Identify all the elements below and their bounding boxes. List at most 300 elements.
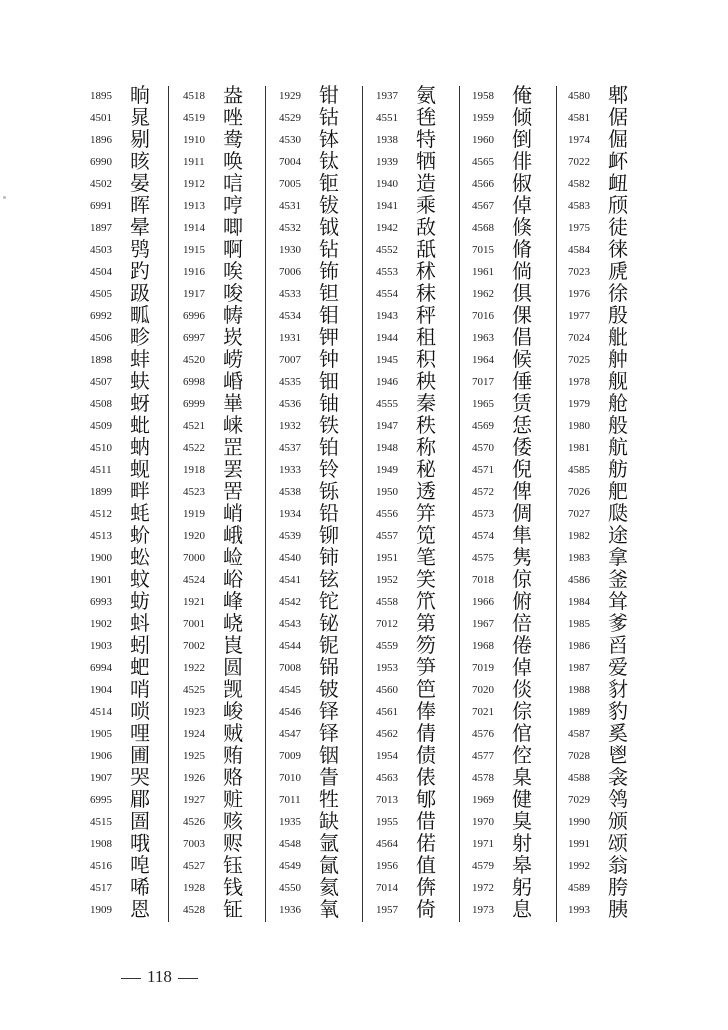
entry-code: 1987 (568, 662, 590, 674)
entry-code: 4538 (279, 486, 301, 498)
entry-code: 4536 (279, 398, 301, 410)
entry-code: 7020 (472, 684, 494, 696)
entry-character: 倏 (512, 215, 532, 239)
entry-character: 崄 (223, 545, 243, 569)
entry-character: 隼 (512, 523, 532, 547)
entry-character: 郿 (130, 787, 150, 811)
entry-character: 钵 (319, 127, 339, 151)
entry-character: 铅 (319, 501, 339, 525)
dictionary-entry (90, 568, 186, 590)
entry-code: 4542 (279, 596, 301, 608)
entry-character: 笔 (416, 545, 436, 569)
dictionary-entry (376, 832, 472, 854)
entry-character: 峣 (223, 611, 243, 635)
column-divider-1 (168, 86, 169, 922)
entry-code: 6994 (90, 662, 112, 674)
dictionary-entry (376, 304, 472, 326)
entry-character: 畔 (130, 479, 150, 503)
entry-code: 4570 (472, 442, 494, 454)
dictionary-entry (376, 700, 472, 722)
entry-character: 蚣 (130, 545, 150, 569)
dictionary-entry (279, 106, 375, 128)
entry-character: 铎 (319, 699, 339, 723)
dictionary-entry (90, 282, 186, 304)
entry-code: 4577 (472, 750, 494, 762)
dictionary-entry (376, 150, 472, 172)
entry-code: 4540 (279, 552, 301, 564)
entry-code: 1977 (568, 310, 590, 322)
dictionary-entry (90, 502, 186, 524)
entry-character: 笕 (416, 523, 436, 547)
dictionary-entry (376, 524, 472, 546)
entry-character: 罢 (223, 457, 243, 481)
entry-code: 1907 (90, 772, 112, 784)
entry-code: 1910 (183, 134, 205, 146)
entry-character: 射 (512, 831, 532, 855)
entry-code: 4528 (183, 904, 205, 916)
entry-code: 7028 (568, 750, 590, 762)
dictionary-entry (472, 282, 568, 304)
entry-code: 4561 (376, 706, 398, 718)
entry-character: 倴 (416, 875, 436, 899)
entry-character: 圆 (223, 655, 243, 679)
entry-character: 峪 (223, 567, 243, 591)
dictionary-entry (90, 194, 186, 216)
entry-code: 4581 (568, 112, 590, 124)
entry-code: 1940 (376, 178, 398, 190)
dictionary-entry (279, 282, 375, 304)
entry-code: 4507 (90, 376, 112, 388)
dictionary-entry (472, 326, 568, 348)
entry-code: 4512 (90, 508, 112, 520)
dictionary-entry (376, 238, 472, 260)
entry-character: 晌 (130, 83, 150, 107)
dictionary-entry (472, 392, 568, 414)
entry-character: 唏 (130, 875, 150, 899)
entry-character: 蚧 (130, 523, 150, 547)
entry-code: 1899 (90, 486, 112, 498)
entry-character: 哩 (130, 721, 150, 745)
entry-character: 铞 (319, 655, 339, 679)
dictionary-entry (376, 810, 472, 832)
entry-character: 耸 (608, 589, 628, 613)
dictionary-entry (376, 546, 472, 568)
entry-code: 1905 (90, 728, 112, 740)
entry-code: 4518 (183, 90, 205, 102)
dictionary-entry (279, 194, 375, 216)
entry-character: 晐 (130, 149, 150, 173)
dictionary-entry (376, 414, 472, 436)
entry-code: 4531 (279, 200, 301, 212)
entry-character: 蚝 (130, 501, 150, 525)
dictionary-entry (568, 502, 664, 524)
entry-code: 1933 (279, 464, 301, 476)
dictionary-entry (279, 150, 375, 172)
entry-code: 7018 (472, 574, 494, 586)
entry-character: 舫 (608, 457, 628, 481)
entry-character: 钽 (319, 281, 339, 305)
entry-code: 1925 (183, 750, 205, 762)
entry-code: 4504 (90, 266, 112, 278)
dictionary-entry (279, 128, 375, 150)
entry-code: 4576 (472, 728, 494, 740)
entry-character: 赆 (223, 831, 243, 855)
dictionary-entry (376, 172, 472, 194)
entry-code: 7009 (279, 750, 301, 762)
entry-code: 1962 (472, 288, 494, 300)
entry-character: 铌 (319, 633, 339, 657)
dictionary-entry (90, 612, 186, 634)
entry-character: 铀 (319, 391, 339, 415)
entry-code: 1955 (376, 816, 398, 828)
dictionary-entry (568, 216, 664, 238)
entry-character: 唉 (223, 259, 243, 283)
entry-code: 1922 (183, 662, 205, 674)
entry-code: 1934 (279, 508, 301, 520)
dictionary-entry (376, 436, 472, 458)
entry-character: 钾 (319, 325, 339, 349)
entry-character: 哦 (130, 831, 150, 855)
entry-character: 唆 (223, 281, 243, 305)
dictionary-entry (90, 480, 186, 502)
entry-character: 蚪 (130, 611, 150, 635)
entry-character: 秦 (416, 391, 436, 415)
dictionary-entry (472, 700, 568, 722)
dictionary-entry (472, 634, 568, 656)
entry-character: 俵 (416, 765, 436, 789)
entry-code: 4551 (376, 112, 398, 124)
entry-code: 7022 (568, 156, 590, 168)
entry-character: 倨 (608, 105, 628, 129)
dictionary-entry (376, 744, 472, 766)
entry-code: 4575 (472, 552, 494, 564)
entry-code: 1973 (472, 904, 494, 916)
entry-character: 舯 (608, 347, 628, 371)
entry-code: 7001 (183, 618, 205, 630)
entry-code: 1951 (376, 552, 398, 564)
entry-character: 拿 (608, 545, 628, 569)
dictionary-entry (568, 766, 664, 788)
dictionary-entry (568, 656, 664, 678)
entry-code: 7006 (279, 266, 301, 278)
entry-character: 航 (608, 435, 628, 459)
entry-character: 铎 (319, 721, 339, 745)
entry-character: 俯 (512, 589, 532, 613)
dictionary-entry (279, 722, 375, 744)
dictionary-entry (279, 876, 375, 898)
entry-code: 7021 (472, 706, 494, 718)
entry-character: 罟 (223, 479, 243, 503)
entry-code: 7012 (376, 618, 398, 630)
entry-code: 1985 (568, 618, 590, 630)
entry-code: 1900 (90, 552, 112, 564)
entry-character: 俱 (512, 281, 532, 305)
entry-code: 1927 (183, 794, 205, 806)
entry-character: 恁 (512, 413, 532, 437)
entry-code: 1916 (183, 266, 205, 278)
entry-code: 1911 (183, 156, 205, 168)
entry-code: 4583 (568, 200, 590, 212)
dictionary-entry (90, 766, 186, 788)
dictionary-entry (472, 832, 568, 854)
entry-code: 7019 (472, 662, 494, 674)
entry-character: 剔 (130, 127, 150, 151)
entry-code: 1921 (183, 596, 205, 608)
entry-character: 造 (416, 171, 436, 195)
entry-code: 4584 (568, 244, 590, 256)
dictionary-entry (90, 546, 186, 568)
entry-character: 觊 (223, 677, 243, 701)
entry-character: 蚜 (130, 391, 150, 415)
entry-character: 胯 (608, 875, 628, 899)
entry-character: 俸 (416, 699, 436, 723)
entry-character: 圃 (130, 743, 150, 767)
dictionary-entry (472, 106, 568, 128)
entry-code: 4546 (279, 706, 301, 718)
dictionary-entry (568, 898, 664, 920)
entry-character: 爹 (608, 611, 628, 635)
entry-code: 1958 (472, 90, 494, 102)
entry-character: 哨 (130, 677, 150, 701)
dictionary-entry (568, 238, 664, 260)
dictionary-entry (90, 326, 186, 348)
entry-character: 赂 (223, 765, 243, 789)
entry-code: 1946 (376, 376, 398, 388)
dictionary-entry (90, 304, 186, 326)
entry-character: 蚓 (130, 633, 150, 657)
entry-code: 1957 (376, 904, 398, 916)
entry-character: 唣 (130, 853, 150, 877)
entry-character: 舥 (608, 479, 628, 503)
entry-character: 铃 (319, 457, 339, 481)
entry-code: 4541 (279, 574, 301, 586)
entry-character: 笄 (416, 501, 436, 525)
dictionary-entry (568, 84, 664, 106)
entry-code: 1963 (472, 332, 494, 344)
dictionary-entry (279, 524, 375, 546)
entry-character: 氤 (319, 853, 339, 877)
entry-code: 1939 (376, 156, 398, 168)
entry-code: 4524 (183, 574, 205, 586)
entry-character: 钿 (319, 369, 339, 393)
entry-character: 鸯 (223, 127, 243, 151)
entry-character: 称 (416, 435, 436, 459)
entry-character: 赅 (223, 809, 243, 833)
entry-character: 罡 (223, 435, 243, 459)
entry-character: 钱 (223, 875, 243, 899)
entry-character: 峻 (223, 699, 243, 723)
dictionary-entry (376, 282, 472, 304)
entry-character: 牺 (416, 149, 436, 173)
entry-code: 1902 (90, 618, 112, 630)
dictionary-entry (90, 128, 186, 150)
entry-character: 胰 (608, 897, 628, 921)
dictionary-entry (376, 260, 472, 282)
entry-code: 4559 (376, 640, 398, 652)
entry-character: 舀 (608, 633, 628, 657)
entry-character: 贼 (223, 721, 243, 745)
entry-code: 4539 (279, 530, 301, 542)
entry-code: 4545 (279, 684, 301, 696)
dictionary-entry (90, 524, 186, 546)
entry-character: 倥 (512, 743, 532, 767)
entry-code: 4560 (376, 684, 398, 696)
dictionary-entry (568, 106, 664, 128)
entry-code: 1967 (472, 618, 494, 630)
entry-code: 1943 (376, 310, 398, 322)
dictionary-entry (279, 502, 375, 524)
dictionary-entry (279, 832, 375, 854)
entry-code: 1896 (90, 134, 112, 146)
entry-code: 6995 (90, 794, 112, 806)
entry-code: 6993 (90, 596, 112, 608)
entry-code: 6992 (90, 310, 112, 322)
column-3 (279, 84, 375, 920)
dictionary-entry (472, 788, 568, 810)
entry-character: 圄 (130, 809, 150, 833)
entry-character: 积 (416, 347, 436, 371)
entry-character: 借 (416, 809, 436, 833)
dictionary-entry (376, 128, 472, 150)
entry-code: 4569 (472, 420, 494, 432)
entry-code: 1913 (183, 200, 205, 212)
dictionary-entry (90, 656, 186, 678)
dictionary-entry (90, 898, 186, 920)
entry-code: 1976 (568, 288, 590, 300)
entry-character: 倜 (512, 501, 532, 525)
entry-character: 笏 (416, 633, 436, 657)
entry-code: 4532 (279, 222, 301, 234)
column-1 (90, 84, 186, 920)
column-divider-4 (459, 86, 460, 922)
dictionary-entry (376, 590, 472, 612)
entry-character: 豺 (608, 677, 628, 701)
entry-code: 1981 (568, 442, 590, 454)
entry-code: 4523 (183, 486, 205, 498)
dictionary-entry (568, 260, 664, 282)
entry-code: 4515 (90, 816, 112, 828)
entry-character: 健 (512, 787, 532, 811)
entry-character: 毪 (416, 105, 436, 129)
dictionary-entry (568, 722, 664, 744)
entry-character: 铊 (319, 589, 339, 613)
dictionary-entry (90, 436, 186, 458)
entry-character: 钲 (223, 897, 243, 921)
entry-code: 1954 (376, 750, 398, 762)
dictionary-entry (568, 524, 664, 546)
entry-character: 殷 (608, 303, 628, 327)
entry-character: 铍 (319, 677, 339, 701)
entry-code: 1912 (183, 178, 205, 190)
entry-character: 爱 (608, 655, 628, 679)
dictionary-entry (376, 370, 472, 392)
entry-code: 1942 (376, 222, 398, 234)
entry-character: 蚊 (130, 567, 150, 591)
entry-character: 倓 (512, 677, 532, 701)
entry-code: 1990 (568, 816, 590, 828)
entry-code: 4588 (568, 772, 590, 784)
entry-character: 倬 (512, 655, 532, 679)
entry-character: 躬 (512, 875, 532, 899)
entry-code: 1991 (568, 838, 590, 850)
column-4 (376, 84, 472, 920)
entry-code: 1988 (568, 684, 590, 696)
entry-character: 隽 (512, 545, 532, 569)
entry-code: 1980 (568, 420, 590, 432)
entry-code: 1938 (376, 134, 398, 146)
dictionary-entry (90, 634, 186, 656)
entry-character: 蚆 (130, 655, 150, 679)
entry-character: 乘 (416, 193, 436, 217)
entry-character: 铂 (319, 435, 339, 459)
dictionary-entry (568, 744, 664, 766)
entry-code: 7004 (279, 156, 301, 168)
page-number: 118 (147, 967, 172, 986)
dictionary-entry (472, 722, 568, 744)
dictionary-entry (472, 84, 568, 106)
entry-character: 郫 (608, 83, 628, 107)
entry-character: 晕 (130, 215, 150, 239)
entry-character: 舭 (608, 325, 628, 349)
entry-character: 翁 (608, 853, 628, 877)
dictionary-entry (472, 744, 568, 766)
entry-character: 倌 (512, 721, 532, 745)
entry-character: 蚄 (130, 589, 150, 613)
entry-code: 1936 (279, 904, 301, 916)
entry-character: 倬 (512, 193, 532, 217)
entry-character: 透 (416, 479, 436, 503)
dictionary-entry (568, 876, 664, 898)
entry-character: 唢 (130, 699, 150, 723)
entry-code: 6990 (90, 156, 112, 168)
dictionary-entry (90, 590, 186, 612)
dictionary-entry (90, 722, 186, 744)
entry-character: 俶 (512, 171, 532, 195)
dictionary-entry (279, 216, 375, 238)
dictionary-entry (90, 744, 186, 766)
footer-dash-left (121, 978, 141, 979)
entry-character: 笆 (416, 677, 436, 701)
entry-character: 般 (608, 413, 628, 437)
entry-character: 偌 (416, 831, 436, 855)
dictionary-entry (90, 788, 186, 810)
dictionary-entry (279, 590, 375, 612)
entry-code: 4587 (568, 728, 590, 740)
entry-code: 1961 (472, 266, 494, 278)
entry-code: 7010 (279, 772, 301, 784)
entry-character: 秤 (416, 303, 436, 327)
dictionary-entry (472, 172, 568, 194)
entry-code: 1920 (183, 530, 205, 542)
dictionary-entry (472, 568, 568, 590)
entry-code: 1964 (472, 354, 494, 366)
entry-code: 1909 (90, 904, 112, 916)
entry-code: 7025 (568, 354, 590, 366)
entry-character: 赁 (512, 391, 532, 415)
entry-code: 1982 (568, 530, 590, 542)
entry-character: 倞 (512, 567, 532, 591)
entry-code: 1945 (376, 354, 398, 366)
entry-character: 臭 (512, 809, 532, 833)
entry-code: 4562 (376, 728, 398, 740)
dictionary-entry (376, 326, 472, 348)
dictionary-entry (376, 84, 472, 106)
dictionary-entry (90, 392, 186, 414)
entry-character: 钼 (319, 303, 339, 327)
dictionary-entry (568, 854, 664, 876)
entry-character: 崋 (223, 391, 243, 415)
dictionary-entry (472, 678, 568, 700)
